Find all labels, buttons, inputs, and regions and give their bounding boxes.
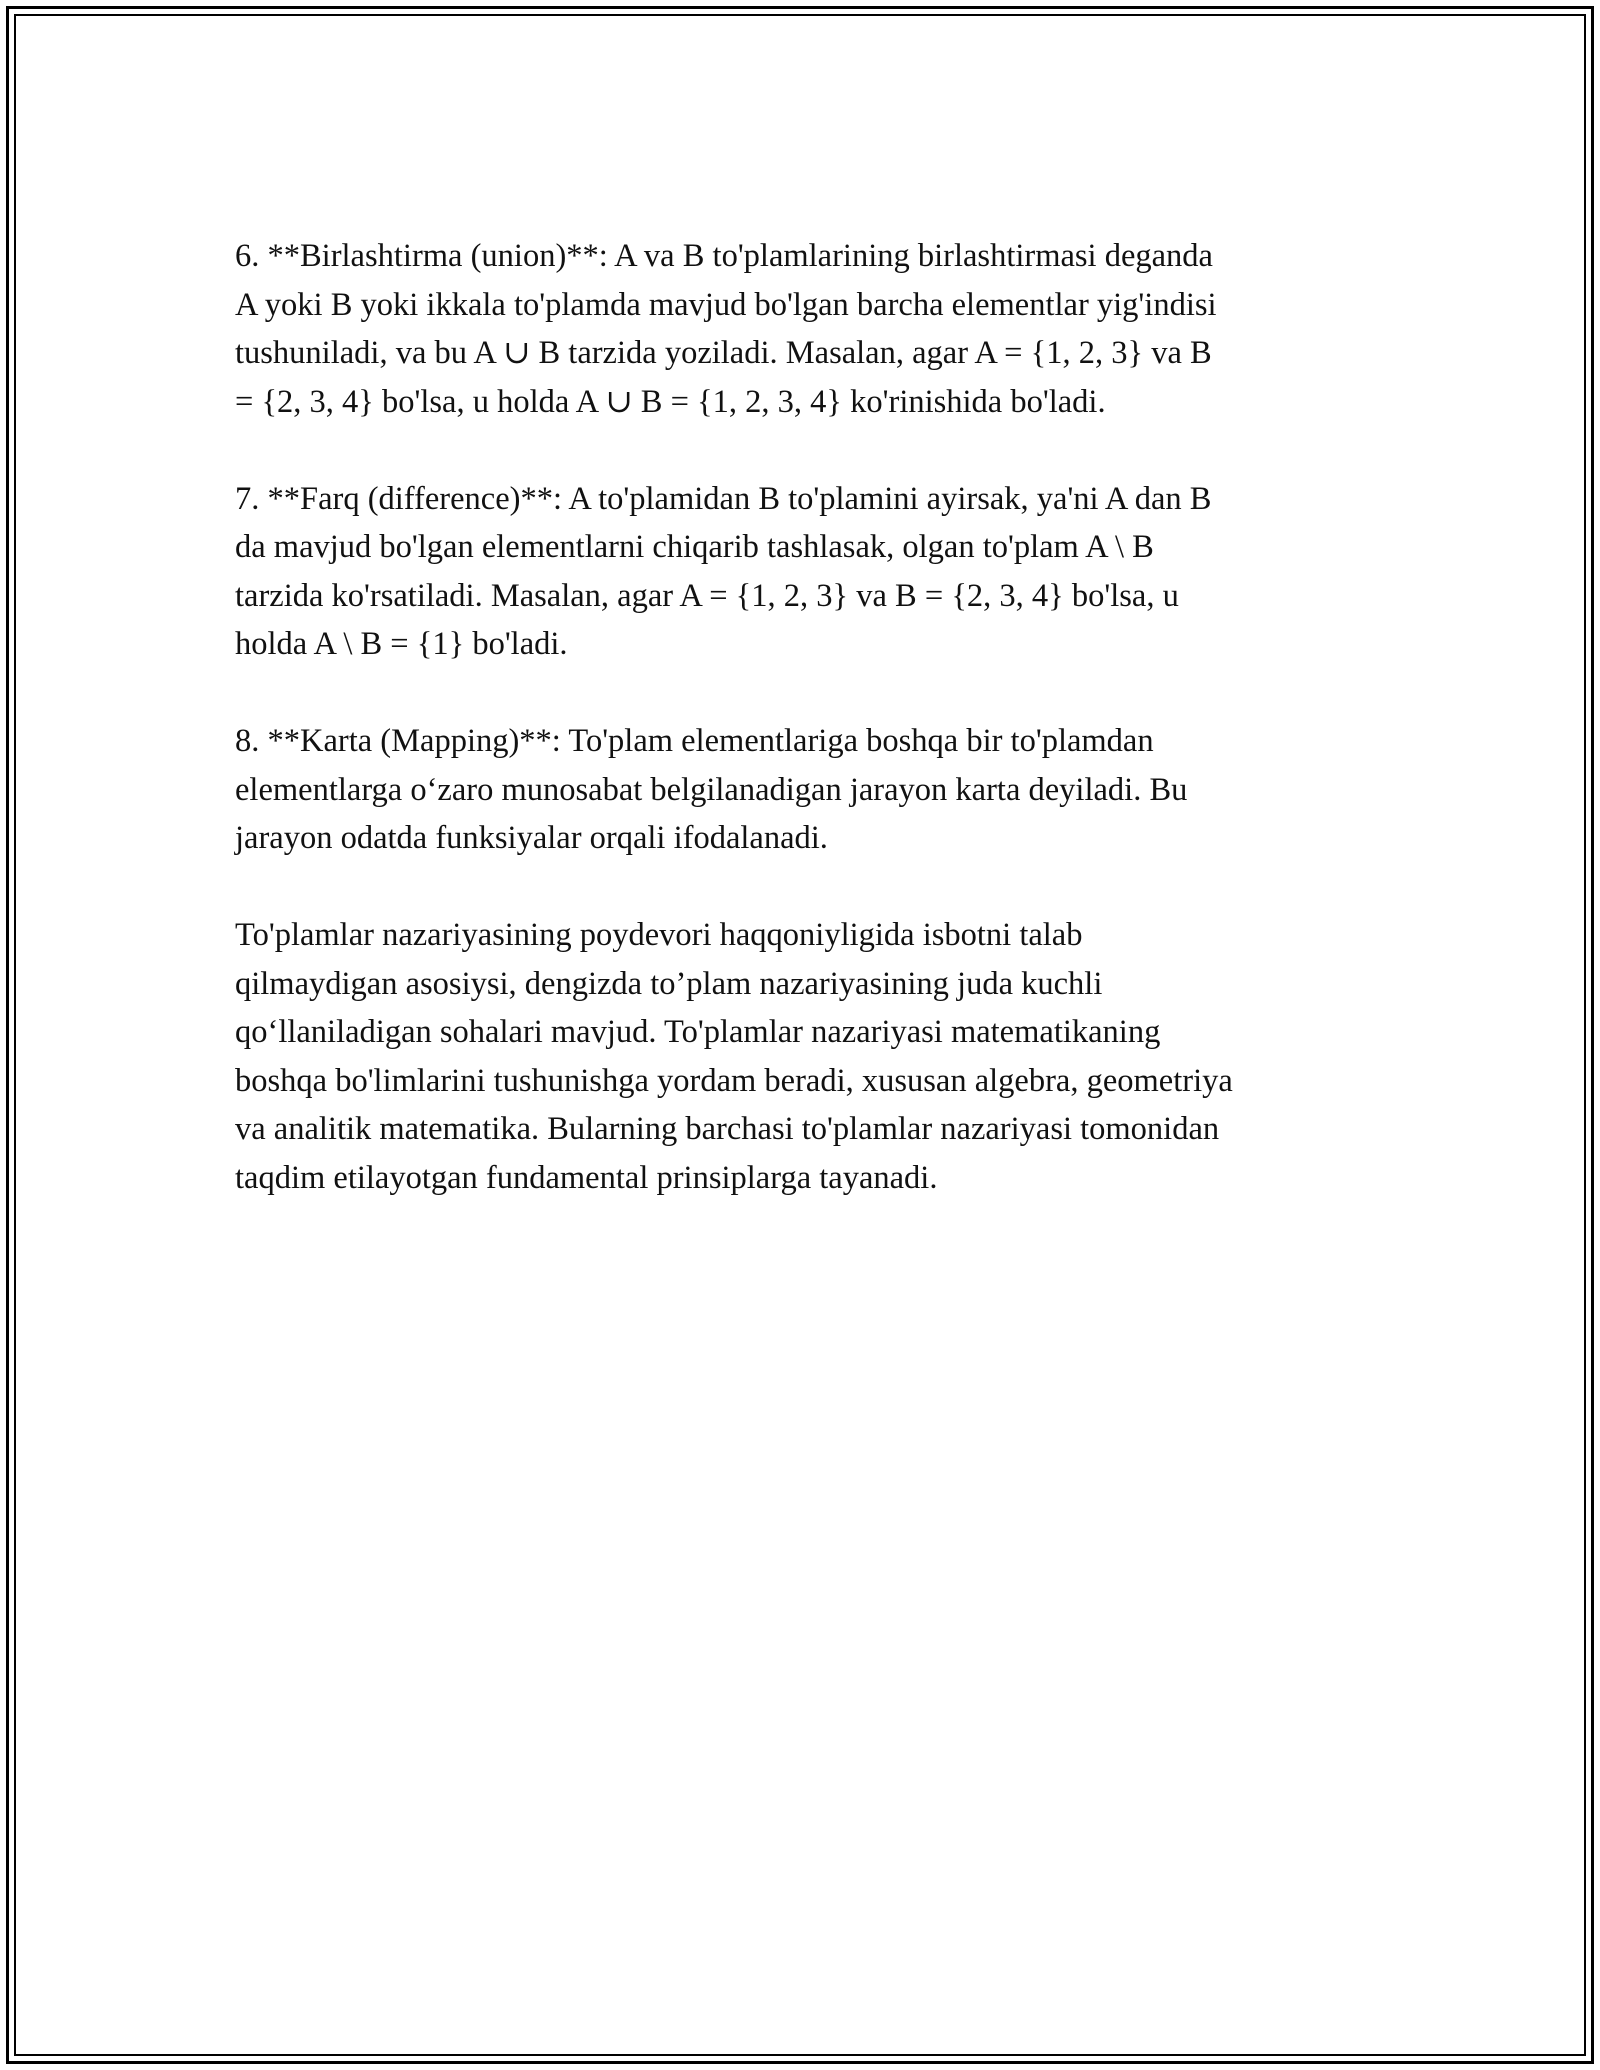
paragraph-mapping: 8. **Karta (Mapping)**: To'plam elementlariga boshqa bir to'plamdan elementlarga o‘zaro munosabat belgilanadigan jarayon karta deyiladi. Bu jarayon odatda funksiyalar orqali ifodalanadi. — [235, 723, 1188, 856]
paragraph-union: 6. **Birlashtirma (union)**: A va B to'plamlarining birlashtirmasi deganda A yoki B yoki ikkala to'plamda mavjud bo'lgan barcha elementlar yig'indisi tushuniladi, va bu A ∪ B tarzida yoziladi. Masalan, agar A = {1, 2, 3} va B = {2, 3, 4} bo'lsa, u holda A ∪ B = {1, 2, 3, 4} ko'rinishida bo'ladi. — [235, 238, 1217, 420]
paragraph-conclusion: To'plamlar nazariyasining poydevori haqqoniyligida isbotni talab qilmaydigan asosiysi, dengizda to’plam nazariyasining juda kuchli qo‘llaniladigan sohalari mavjud. To'plamlar nazariyasi matematikaning boshqa bo'limlarini tushunishga yordam beradi, xususan algebra, geometriya va analitik matematika. Bularning barchasi to'plamlar nazariyasi tomonidan taqdim etilayotgan fundamental prinsiplarga tayanadi. — [235, 917, 1233, 1196]
paragraph-difference: 7. **Farq (difference)**: A to'plamidan B to'plamini ayirsak, ya'ni A dan B da mavjud bo'lgan elementlarni chiqarib tashlasak, olgan to'plam A \ B tarzida ko'rsatiladi. Masalan, agar A = {1, 2, 3} va B = {2, 3, 4} bo'lsa, u holda A \ B = {1} bo'ladi. — [235, 480, 1212, 662]
document-body — [235, 232, 1375, 1251]
